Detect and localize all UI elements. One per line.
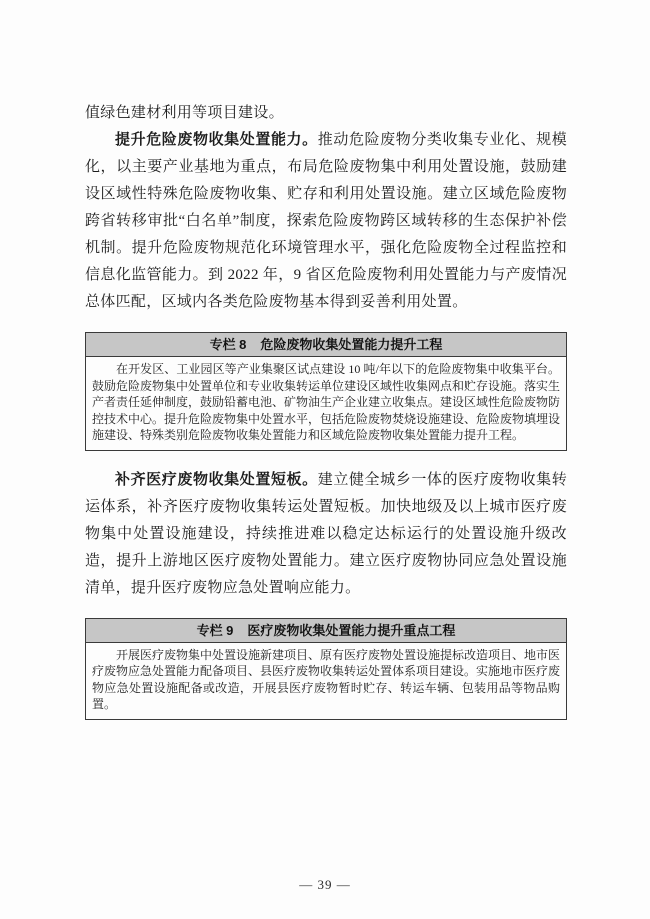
- column-box-9-label: 专栏 9: [196, 622, 234, 638]
- paragraph-medical-waste: [85, 467, 567, 602]
- page-number: — 39 —: [299, 877, 351, 892]
- column-box-9-header: [86, 619, 566, 643]
- paragraph-lead-bold: 补齐医疗废物收集处置短板。: [115, 471, 318, 488]
- paragraph-continuation-text: 值绿色建材利用等项目建设。: [85, 105, 284, 121]
- column-box-8-label: 专栏 8: [209, 337, 247, 352]
- column-box-8: [85, 332, 567, 451]
- paragraph-continuation: [85, 100, 567, 127]
- paragraph-body-text: 推动危险废物分类收集专业化、规模化，以主要产业基地为重点，布局危险废物集中利用处置设施，鼓励建设区域性特殊危险废物收集、贮存和利用处置设施。建立区域危险废物跨省转移审批“白名单”制度，探索危险废物跨区域转移的生态保护补偿机制。提升危险废物规范化环境管理水平，强化危险废物全过程监控和信息化监管能力。到 2022 年，9 省区危险废物利用处置能力与产废情况总体匹配，区域内各类危险废物基本得到妥善利用处置。: [85, 132, 567, 310]
- paragraph-hazardous-waste: [85, 127, 567, 316]
- column-box-9-body: 开展医疗废物集中处置设施新建项目、原有医疗废物处置设施提标改造项目、地市医疗废物应急处置能力配备项目、县医疗废物收集转运处置体系项目建设。实施地市医疗废物应急处置设施配备或改造，开展县医疗废物暂时贮存、转运车辆、包装用品等物品购置。: [92, 647, 561, 711]
- column-box-8-title: 危险废物收集处置能力提升工程: [260, 337, 443, 352]
- paragraph-lead-bold: 提升危险废物收集处置能力。: [115, 132, 318, 148]
- column-box-8-body: 在开发区、工业园区等产业集聚区试点建设 10 吨/年以下的危险废物集中收集平台。鼓励危险废物集中处置单位和专业收集转运单位建设区域性收集网点和贮存设施。落实生产者责任延伸制度，鼓励铅蓄电池、矿物油生产企业建立收集点。建设区域性危险废物防控技术中心。提升危险废物集中处置水平，包括危险废物焚烧设施建设、危险废物填埋设施建设、特殊类别危险废物收集处置能力和区域危险废物收集处置能力提升工程。: [92, 362, 561, 442]
- text-column: [85, 100, 567, 736]
- column-box-8-header: [86, 333, 566, 357]
- column-box-9: [85, 618, 567, 720]
- paragraph-body-text: 建立健全城乡一体的医疗废物收集转运体系，补齐医疗废物收集转运处置短板。加快地级及以上城市医疗废物集中处置设施建设，持续推进难以稳定达标运行的处置设施升级改造，提升上游地区医疗废物处置能力。建立医疗废物协同应急处置设施清单，提升医疗废物应急处置响应能力。: [85, 471, 567, 596]
- column-box-9-title: 医疗废物收集处置能力提升重点工程: [247, 622, 456, 638]
